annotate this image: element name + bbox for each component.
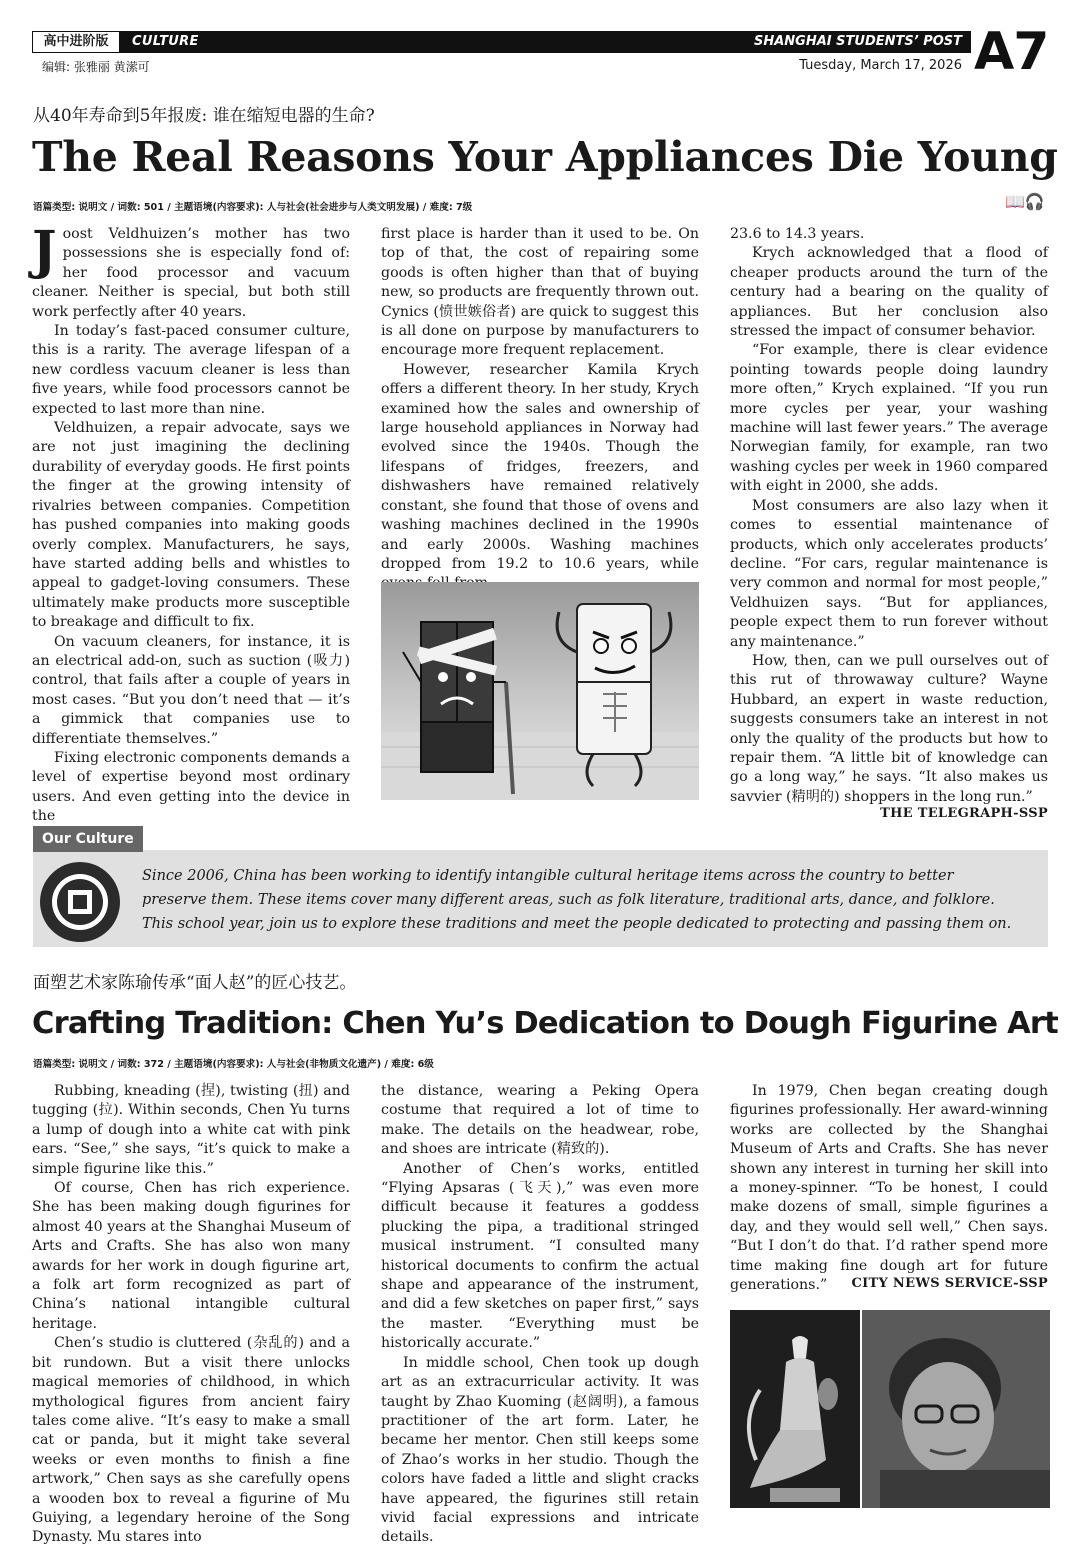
article1-col1-para-1: Joost Veldhuizen’s mother has two possessions she is especially fond of: her food processor and vacuum cleaner. Neither is special, but both still work perfectly after 40 years. [32, 220, 350, 320]
dropcap: J [32, 220, 57, 281]
article2-col3-para-1: In 1979, Chen began creating dough figurines professionally. Her award-winning works are collected by the Shanghai Museum of Arts and Crafts. She has never shown any interest in turning her skill into a money-spinner. “To be honest, I could make dozens of small, simple figurines a day, and they would sell well,” Chen says. “But I don’t do that. I’d rather spend more time making fine dough art for future generations.” [730, 1083, 1048, 1294]
article2-col1-para-2: Of course, Chen has rich experience. She has been making dough figurines for almost 40 years at the Shanghai Museum of Arts and Crafts. She has also won many awards for her work in dough figurine art, a folk art form recognized as part of China’s national intangible cultural heritage. [32, 1180, 350, 1332]
article1-col2-para-1: first place is harder than it used to be. On top of that, the cost of repairing some goods is often higher than that of buying new, so products are frequently thrown out. Cynics (愤世嫉俗者) are quick to suggest this is all done on purpose by manufacturers to encourage more frequent replacement. [381, 226, 699, 359]
article1-col3-para-5: How, then, can we pull ourselves out of this rut of throwaway culture? Wayne Hubbard, an expert in waste reduction, suggests consumers take an interest in not only the quality of the products but how to repair them. “A little bit of knowledge can go a long way,” he says. “It also makes us savvier (精明的) shoppers in the long run.” [730, 652, 1048, 805]
article1-column-2 [381, 225, 699, 594]
article1-column-1 [32, 220, 350, 827]
article2-col2-para-2: Another of Chen’s works, entitled “Flying Apsaras (飞天),” was even more difficult because it features a goddess plucking the pipa, a traditional stringed musical instrument. “I consulted many historical documents to confirm the actual shape and appearance of the instrument, and did a few sketches on paper first,” says the master. “Everything must be historically accurate.” [381, 1160, 699, 1352]
article1-col1-para-3: Veldhuizen, a repair advocate, says we are not just imagining the declining durability of everyday goods. He first points the finger at the growing intensity of rivalries between companies. Competition has pushed companies into making goods overly complex. Manufacturers, he says, have started adding bells and whistles to appeal to gadget-loving consumers. These ultimately make products more susceptible to breakage and difficult to fix. [32, 420, 350, 631]
article1-col2-para-2: However, researcher Kamila Krych offers a different theory. In her study, Krych examined how the sales and ownership of large household appliances in Norway had evolved since the 1940s. Though the lifespans of fridges, freezers, and dishwashers have remained relatively constant, she found that those of ovens and washing machines declined in the 1990s and early 2000s. Washing machines dropped from 19.2 to 10.6 years, while [381, 361, 699, 572]
page-number: A7 [974, 22, 1049, 82]
article2-meta: 语篇类型: 说明文 / 词数: 372 / 主题语境(内容要求): 人与社会(非物质文化遗产) / 难度: 6级 [33, 1059, 434, 1070]
article2-credit: CITY NEWS SERVICE-SSP [851, 1276, 1048, 1291]
article2-subtitle: 面塑艺术家陈瑜传承“面人赵”的匠心技艺。 [33, 973, 357, 993]
article1-title: The Real Reasons Your Appliances Die Young [32, 133, 1058, 181]
editor-credit: 编辑: 张雅丽 黄潆可 [42, 60, 150, 74]
article1-col3-para-3: “For example, there is clear evidence pointing towards people doing laundry more often,” Krych explained. “If you run more cycles per year, your washing machine will last fewer years.” The average Norwegian family, for example, ran two washing cycles per week in 1960 compared with eight in 2000, she adds. [730, 342, 1048, 495]
article1-column-3 [730, 225, 1048, 807]
appliances-illustration [381, 582, 699, 800]
appliances-cartoon [381, 582, 699, 800]
article1-subtitle: 从40年寿命到5年报废: 谁在缩短电器的生命? [33, 106, 375, 126]
article2-col1-para-1: Rubbing, kneading (捏), twisting (扭) and tugging (拉). Within seconds, Chen Yu turns a lump of dough into a white cat with pink ears. “See,” she says, “it’s quick to make a simple figurine like this.” [32, 1083, 350, 1177]
edition-label: 高中进阶版 [32, 31, 120, 53]
article2-title: Crafting Tradition: Chen Yu’s Dedication to Dough Figurine Art [32, 1006, 1058, 1041]
article1-col1-para-5: Fixing electronic components demands a level of expertise beyond most ordinary users. And even getting into the device in the [32, 749, 350, 825]
culture-band-tag: Our Culture [33, 826, 143, 852]
article1-col3-para-2: Krych acknowledged that a flood of cheaper products around the turn of the century had a bearing on the quality of appliances. But her conclusion also stressed the impact of consumer behavior. [730, 245, 1048, 340]
section-label: CULTURE [132, 34, 199, 49]
article1-credit: THE TELEGRAPH-SSP [880, 806, 1048, 821]
article1-col3-para-1: 23.6 to 14.3 years. [730, 226, 865, 242]
article1-col1-para-2: In today’s fast-paced consumer culture, this is a rarity. The average lifespan of a new cordless vacuum cleaner is less than five years, while food processors cannot be expected to last more than nine. [32, 323, 350, 417]
article2-column-3 [730, 1082, 1048, 1295]
figurine-artisan-photo [730, 1310, 1050, 1508]
culture-band-text: Since 2006, China has been working to identify intangible cultural heritage items across the country to better preserve them. These items cover many different areas, such as folk literature, traditional arts, dance, and folklore. This school year, join us to explore these traditions and meet the people dedicated to protecting and passing them on. [142, 868, 1012, 932]
paper-name: SHANGHAI STUDENTS’ POST [754, 34, 962, 49]
heritage-emblem-icon [38, 860, 122, 944]
figurine-photo [730, 1310, 1050, 1508]
article2-column-2 [381, 1082, 699, 1548]
article2-col1-para-3: Chen’s studio is cluttered (杂乱的) and a bit rundown. But a visit there unlocks magical memories of childhood, in which mythological figures from ancient fairy tales come alive. “It’s easy to make a small cat or panda, but it might take several weeks or even months to finish a fine artwork,” Chen says as she carefully opens a wooden box to reveal a figurine of Mu Guiying, a legendary heroine of the Song Dynasty. Mu stares into [32, 1335, 350, 1546]
article1-col3-para-4: Most consumers are also lazy when it comes to essential maintenance of products, which only accelerates products’ decline. “For cars, regular maintenance is very common and normal for most people,” Veldhuizen says. “But for appliances, people expect them to run forever without any maintenance.” [730, 497, 1048, 650]
article1-meta: 语篇类型: 说明文 / 词数: 501 / 主题语境(内容要求): 人与社会(社会进步与人类文明发展) / 难度: 7级 [33, 202, 473, 213]
read-listen-icon[interactable]: 📖🎧 [1005, 192, 1045, 211]
article2-col2-para-3: In middle school, Chen took up dough art as an extracurricular activity. It was taught by Zhao Kuoming (赵阔明), a famous practitioner of the art form. Later, he became her mentor. Chen still keeps some of Zhao’s works in her studio. Though the colors have faded a little and slight cracks have appeared, the figurines still retain vivid facial expressions and intricate details. [381, 1354, 699, 1546]
article2-column-1 [32, 1082, 350, 1548]
issue-date: Tuesday, March 17, 2026 [799, 58, 962, 73]
article2-col2-para-1: the distance, wearing a Peking Opera costume that required a lot of time to make. The details on the headwear, robe, and shoes are intricate (精致的). [381, 1083, 699, 1158]
heritage-emblem [38, 860, 122, 944]
article1-col1-para-4: On vacuum cleaners, for instance, it is an electrical add-on, such as suction (吸力) control, that fails after a couple of years in most cases. “But you don’t need that — it’s a gimmick that companies use to differentiate themselves.” [32, 633, 350, 747]
